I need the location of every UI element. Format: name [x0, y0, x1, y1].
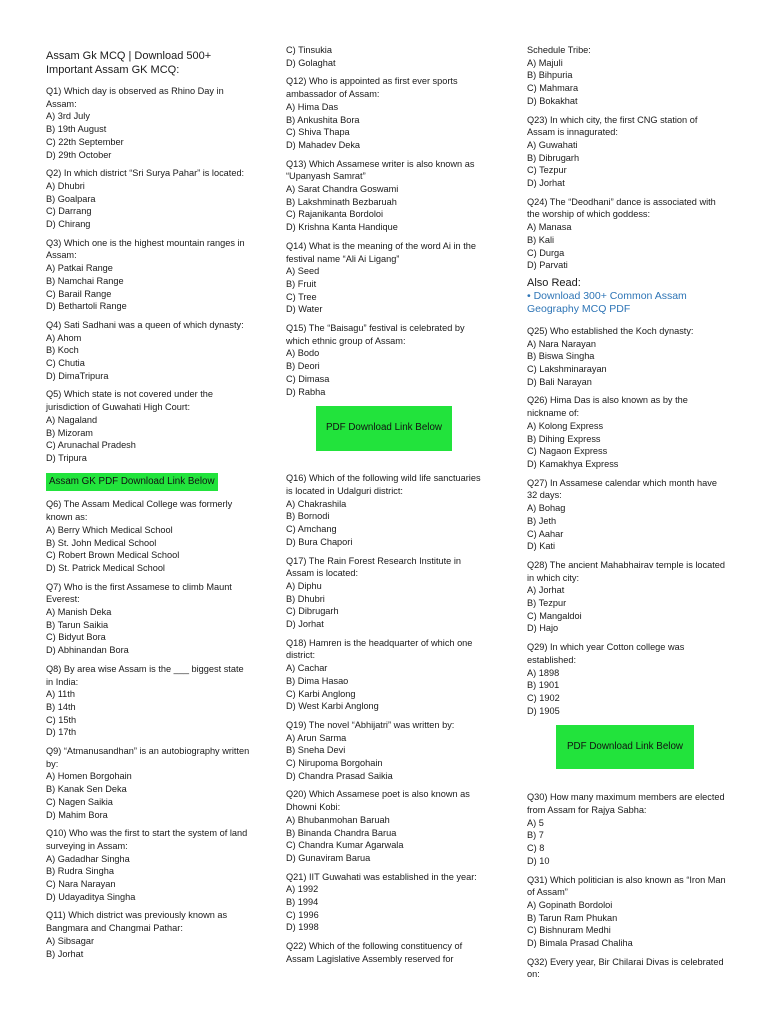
question-text: Q21) IIT Guwahati was established in the year:: [286, 871, 477, 882]
question-text: Q26) Hima Das is also known as by the nickname of:: [527, 395, 688, 419]
option: C) Nara Narayan: [46, 879, 116, 890]
option: A) Arun Sarma: [286, 732, 347, 743]
question-text: Q2) In which district “Sri Surya Pahar” is located:: [46, 168, 245, 179]
option: D) St. Patrick Medical School: [46, 562, 165, 573]
option: C) Nagen Saikia: [46, 796, 113, 807]
question-block: [46, 388, 251, 464]
option: B) Biswa Singha: [527, 351, 595, 362]
question-block: [527, 559, 727, 635]
question-text: Q6) The Assam Medical College was formerly known as:: [46, 499, 233, 523]
option: A) Diphu: [286, 580, 322, 591]
option: A) Gadadhar Singha: [46, 853, 130, 864]
option: D) Bokakhat: [527, 95, 578, 106]
option: C) 15th: [46, 714, 77, 725]
option: D) Jorhat: [286, 619, 324, 630]
option: C) Dimasa: [286, 373, 330, 384]
option: D) Golaghat: [286, 57, 336, 68]
option: C) 1902: [527, 692, 560, 703]
option: B) Tarun Saikia: [46, 619, 109, 630]
option: B) Jeth: [527, 515, 557, 526]
option: C) Rajanikanta Bordoloi: [286, 209, 384, 220]
option: D) Chirang: [46, 219, 91, 230]
option: B) Namchai Range: [46, 275, 124, 286]
question-block: [46, 745, 251, 821]
question-group: [286, 44, 486, 69]
question-block: [286, 472, 486, 548]
option: A) Gopinath Bordoloi: [527, 899, 613, 910]
column-2: [286, 44, 486, 966]
question-text: Q13) Which Assamese writer is also known as “Upanyash Samrat”: [286, 158, 475, 182]
option: A) Dhubri: [46, 180, 85, 191]
option: C) Barail Range: [46, 288, 112, 299]
question-text: Q14) What is the meaning of the word Ai in the festival name “Ali Ai Ligang”: [286, 240, 476, 264]
option: B) Sneha Devi: [286, 745, 346, 756]
question-text: Q9) “Atmanusandhan” is an autobiography written by:: [46, 746, 250, 769]
option: C) Darrang: [46, 206, 92, 217]
question-group: [46, 85, 251, 465]
question-group: [286, 472, 486, 965]
option: D) Tripura: [46, 452, 87, 463]
question-block: [46, 85, 251, 161]
option: C) Chandra Kumar Agarwala: [286, 840, 404, 851]
option: A) Manasa: [527, 222, 572, 233]
question-text: Q18) Hamren is the headquarter of which one district:: [286, 637, 473, 661]
download-link-box[interactable]: PDF Download Link Below: [556, 725, 694, 769]
option: A) Ahom: [46, 332, 82, 343]
option: B) Dihing Express: [527, 433, 601, 444]
option: D) Bethartoli Range: [46, 301, 127, 312]
option: C) Chutia: [46, 358, 85, 369]
option: B) Ankushita Bora: [286, 114, 360, 125]
option: A) Nagaland: [46, 414, 98, 425]
option: A) Bohag: [527, 503, 566, 514]
question-text: Q22) Which of the following constituency of Assam Lagislative Assembly reserved for: [286, 941, 463, 964]
option: C) 22th September: [46, 136, 124, 147]
option: A) Sarat Chandra Goswami: [286, 184, 399, 195]
question-text: Q27) In Assamese calendar which month have 32 days:: [527, 477, 717, 501]
option: A) Homen Borgohain: [46, 771, 132, 782]
option: A) Bodo: [286, 348, 320, 359]
option: D) 10: [527, 855, 550, 866]
question-text: Q28) The ancient Mahabhairav temple is located in which city:: [527, 559, 725, 583]
question-text: Q23) In which city, the first CNG station of Assam is innagurated:: [527, 114, 698, 138]
question-block: [286, 940, 486, 965]
question-block: [286, 75, 486, 151]
option: B) Fruit: [286, 278, 317, 289]
question-block: [527, 791, 727, 867]
option: B) Goalpara: [46, 193, 96, 204]
option: A) Cachar: [286, 663, 328, 674]
option: D) 1905: [527, 705, 560, 716]
option: C) Shiva Thapa: [286, 127, 350, 138]
question-text: Schedule Tribe:: [527, 45, 591, 55]
option: B) Bornodi: [286, 511, 330, 522]
question-block: [527, 325, 727, 389]
question-text: Q12) Who is appointed as first ever sports ambassador of Assam:: [286, 76, 458, 100]
option: A) Sibsagar: [46, 935, 95, 946]
option: C) Mangaldoi: [527, 610, 582, 621]
question-text: Q10) Who was the first to start the system of land surveying in Assam:: [46, 828, 248, 851]
option: B) Dibrugarh: [527, 152, 580, 163]
option: D) 1998: [286, 922, 319, 933]
question-block: [286, 322, 486, 398]
option: D) Mahadev Deka: [286, 139, 361, 150]
option: A) Patkai Range: [46, 263, 113, 274]
option: B) 7: [527, 830, 544, 841]
option: B) Koch: [46, 345, 79, 356]
question-block: [286, 719, 486, 783]
question-block: [286, 158, 486, 234]
option: D) Jorhat: [527, 178, 565, 189]
option: C) 8: [527, 843, 545, 854]
question-text: Q20) Which Assamese poet is also known as Dhowni Kobi:: [286, 789, 470, 813]
page-title: Assam Gk MCQ | Download 500+ Important Assam GK MCQ:: [46, 50, 212, 76]
question-text: Q17) The Rain Forest Research Institute in Assam is located:: [286, 555, 461, 579]
option: C) Dibrugarh: [286, 606, 339, 617]
option: C) Lakshminarayan: [527, 364, 607, 375]
option: B) Kanak Sen Deka: [46, 784, 127, 795]
option: C) Bidyut Bora: [46, 632, 106, 643]
also-read-label: Also Read:: [527, 276, 581, 289]
question-group: [527, 57, 727, 108]
question-block: [46, 319, 251, 383]
option: C) Amchang: [286, 524, 337, 535]
option: B) Rudra Singha: [46, 866, 114, 877]
question-text: Q30) How many maximum members are elected from Assam for Rajya Sabha:: [527, 792, 725, 816]
question-text: Q31) Which politician is also known as “Iron Man of Assam”: [527, 874, 726, 898]
option: A) 5: [527, 817, 544, 828]
question-group: [527, 791, 727, 981]
question-block: [527, 956, 727, 981]
option: D) Hajo: [527, 623, 559, 634]
question-text: Q16) Which of the following wild life sanctuaries is located in Udalguri district:: [286, 473, 481, 496]
question-text: Q32) Every year, Bir Chilarai Divas is celebrated on:: [527, 956, 724, 980]
question-text: Q8) By area wise Assam is the ___ biggest state in India:: [46, 663, 244, 687]
option: A) 1992: [286, 884, 319, 895]
option: B) Dima Hasao: [286, 675, 349, 686]
question-block: [286, 240, 486, 316]
option: B) Dhubri: [286, 593, 325, 604]
option: B) 14th: [46, 701, 76, 712]
question-block: [286, 637, 486, 713]
question-text: Q24) The “Deodhani” dance is associated with the worship of which goddess:: [527, 196, 716, 220]
question-text: Q4) Sati Sadhani was a queen of which dynasty:: [46, 319, 244, 330]
download-link-box[interactable]: PDF Download Link Below: [316, 406, 452, 451]
option: C) 1996: [286, 909, 319, 920]
option: A) Berry Which Medical School: [46, 524, 173, 535]
option: D) Krishna Kanta Handique: [286, 222, 398, 233]
option: A) 3rd July: [46, 111, 90, 122]
question-text: Q29) In which year Cotton college was established:: [527, 642, 685, 665]
option: B) Mizoram: [46, 427, 93, 438]
option: D) Bimala Prasad Chaliha: [527, 938, 633, 949]
option: D) Parvati: [527, 260, 568, 271]
option: D) Mahim Bora: [46, 809, 108, 820]
option: A) Jorhat: [527, 585, 565, 596]
option: D) West Karbi Anglong: [286, 701, 379, 712]
option: B) Lakshminath Bezbaruah: [286, 196, 397, 207]
question-text: Q5) Which state is not covered under the jurisdiction of Guwahati High Court:: [46, 389, 213, 413]
question-text: Q19) The novel “Abhijatri” was written by:: [286, 719, 455, 730]
option: C) Karbi Anglong: [286, 688, 356, 699]
column-1: [46, 50, 251, 960]
option: C) Tinsukia: [286, 45, 332, 55]
option: B) 1994: [286, 897, 319, 908]
also-read-link-text[interactable]: Download 300+ Common Assam Geography MCQ PDF: [527, 289, 687, 316]
option: C) Nirupoma Borgohain: [286, 758, 383, 769]
option: B) Tezpur: [527, 598, 567, 609]
question-block: [46, 498, 251, 574]
question-text: Q11) Which district was previously known as Bangmara and Changmai Pathar:: [46, 910, 228, 934]
option: A) Nara Narayan: [527, 338, 596, 349]
question-block: [527, 874, 727, 950]
question-block: [527, 196, 727, 272]
option: A) Bhubanmohan Baruah: [286, 814, 390, 825]
option: B) Jorhat: [46, 948, 84, 959]
column-3: [527, 44, 727, 981]
question-block: [46, 581, 251, 657]
option: D) 17th: [46, 727, 77, 738]
option: C) Arunachal Pradesh: [46, 440, 136, 451]
option: D) DimaTripura: [46, 370, 109, 381]
question-text: Q3) Which one is the highest mountain ranges in Assam:: [46, 237, 245, 261]
option: D) Kamakhya Express: [527, 458, 619, 469]
question-block: [527, 394, 727, 470]
question-block: [527, 641, 727, 717]
question-block: [46, 909, 251, 960]
option: C) Mahmara: [527, 83, 579, 94]
question-text: Q7) Who is the first Assamese to climb Maunt Everest:: [46, 581, 232, 605]
option: C) Nagaon Express: [527, 446, 608, 457]
question-group: [527, 325, 727, 717]
option: D) Abhinandan Bora: [46, 645, 129, 656]
option: D) Bali Narayan: [527, 376, 592, 387]
option: B) Binanda Chandra Barua: [286, 827, 397, 838]
option: D) Gunaviram Barua: [286, 852, 371, 863]
option: B) Kali: [527, 234, 555, 245]
question-block: [46, 827, 251, 903]
question-block: [46, 167, 251, 231]
option: B) 19th August: [46, 124, 107, 135]
question-block: [286, 555, 486, 631]
question-group: [527, 114, 727, 272]
also-read-link[interactable]: • Download 300+ Common Assam Geography MCQ PDF: [527, 289, 687, 316]
option: A) 1898: [527, 667, 560, 678]
question-text: Q1) Which day is observed as Rhino Day in Assam:: [46, 86, 224, 109]
question-group: [286, 75, 486, 398]
question-block: [286, 788, 486, 864]
question-block: [286, 871, 486, 935]
option: D) Kati: [527, 541, 556, 552]
question-block: [527, 114, 727, 190]
option: A) 11th: [46, 689, 75, 700]
question-text: Q15) The “Baisagu” festival is celebrated by which ethnic group of Assam:: [286, 323, 465, 346]
option: C) Aahar: [527, 528, 564, 539]
option: D) 29th October: [46, 149, 112, 160]
option: A) Guwahati: [527, 139, 578, 150]
option: A) Manish Deka: [46, 607, 112, 618]
option: C) Bishnuram Medhi: [527, 925, 611, 936]
option: B) Tarun Ram Phukan: [527, 912, 618, 923]
option: B) St. John Medical School: [46, 537, 157, 548]
option: C) Durga: [527, 247, 565, 258]
option: A) Hima Das: [286, 101, 339, 112]
option: A) Kolong Express: [527, 420, 604, 431]
option: A) Chakrashila: [286, 498, 347, 509]
option: B) Bihpuria: [527, 70, 573, 81]
option: D) Rabha: [286, 386, 326, 397]
option: D) Water: [286, 304, 323, 315]
option: B) Deori: [286, 361, 320, 372]
option: A) Majuli: [527, 57, 563, 68]
question-group: [46, 498, 251, 960]
option: C) Tree: [286, 291, 317, 302]
question-block: [46, 663, 251, 739]
option: C) Robert Brown Medical School: [46, 550, 180, 561]
question-block: [46, 237, 251, 313]
option: C) Tezpur: [527, 165, 567, 176]
option: B) 1901: [527, 680, 560, 691]
option: A) Seed: [286, 266, 320, 277]
option: D) Chandra Prasad Saikia: [286, 770, 393, 781]
question-text: Q25) Who established the Koch dynasty:: [527, 325, 694, 336]
question-block: [527, 477, 727, 553]
option: D) Bura Chapori: [286, 536, 353, 547]
option: D) Udayaditya Singha: [46, 891, 136, 902]
download-link-bar[interactable]: Assam GK PDF Download Link Below: [46, 473, 218, 492]
